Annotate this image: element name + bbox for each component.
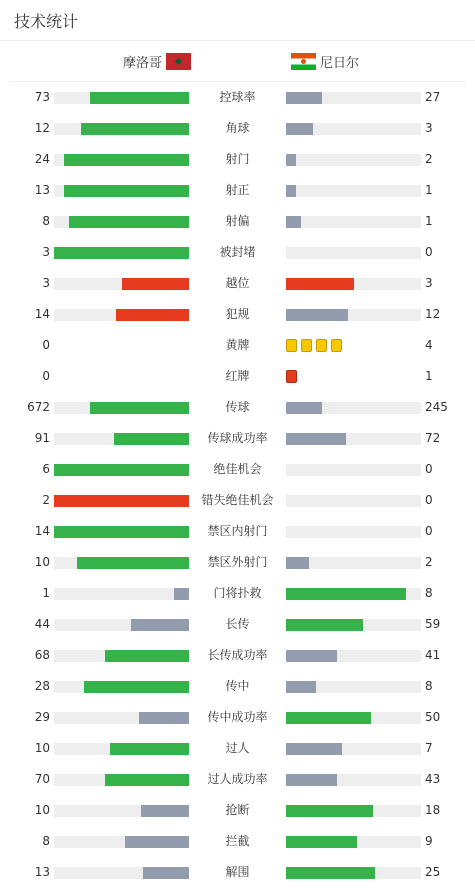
home-stat-value: 1	[42, 586, 50, 600]
home-stat-bar-fill	[125, 836, 189, 848]
section-header	[0, 0, 475, 41]
yellow-card-icon	[316, 339, 327, 352]
yellow-card-icon	[286, 339, 297, 352]
stat-label: 传中成功率	[207, 710, 268, 724]
home-stat-value: 2	[42, 493, 50, 507]
away-stat-bar	[286, 92, 421, 104]
away-stat-value: 7	[425, 741, 433, 755]
away-stat-bar	[286, 495, 421, 507]
stat-row	[0, 268, 475, 299]
stat-label: 角球	[225, 121, 250, 135]
home-stat-bar	[54, 557, 189, 569]
home-stat-value: 68	[34, 648, 50, 662]
away-stat-value: 27	[425, 90, 441, 104]
away-stat-value: 9	[425, 834, 433, 848]
home-stat-bar-fill	[54, 526, 189, 538]
stat-label: 过人成功率	[207, 772, 268, 786]
home-stat-bar	[54, 867, 189, 879]
away-stat-bar-fill	[286, 743, 342, 755]
away-stat-bar	[286, 836, 421, 848]
home-stat-bar	[54, 712, 189, 724]
away-stat-bar	[286, 681, 421, 693]
stat-label: 拦截	[225, 834, 250, 848]
away-stat-bar	[286, 185, 421, 197]
stat-row	[0, 609, 475, 640]
home-stat-value: 24	[34, 152, 50, 166]
away-stat-bar-fill	[286, 216, 301, 228]
away-stat-value: 3	[425, 276, 433, 290]
home-stat-bar-fill	[90, 402, 189, 414]
away-stat-bar-fill	[286, 650, 337, 662]
home-stat-bar	[54, 774, 189, 786]
home-stat-bar-fill	[174, 588, 189, 600]
away-stat-value: 2	[425, 152, 433, 166]
teams-header	[9, 41, 466, 82]
stat-label: 解围	[225, 865, 250, 879]
home-stat-value: 8	[42, 214, 50, 228]
yellow-card-icon	[331, 339, 342, 352]
away-cards	[286, 339, 342, 353]
stat-label: 红牌	[225, 369, 250, 383]
stat-row	[0, 640, 475, 671]
home-stat-bar-fill	[54, 495, 189, 507]
home-stat-value: 0	[42, 369, 50, 383]
away-stat-bar-fill	[286, 867, 375, 879]
away-stat-bar	[286, 309, 421, 321]
away-stat-value: 72	[425, 431, 441, 445]
away-stat-value: 0	[425, 462, 433, 476]
home-team-name: 摩洛哥	[122, 55, 162, 71]
home-stat-bar	[54, 216, 189, 228]
stat-row	[0, 330, 475, 361]
home-stat-bar-fill	[64, 185, 189, 197]
away-stat-value: 25	[425, 865, 441, 879]
home-stat-bar	[54, 650, 189, 662]
stat-row	[0, 485, 475, 516]
away-stat-bar-fill	[286, 402, 322, 414]
home-stat-value: 29	[34, 710, 50, 724]
away-stat-value: 18	[425, 803, 441, 817]
home-stat-bar-fill	[141, 805, 189, 817]
home-stat-bar	[54, 495, 189, 507]
home-stat-bar	[54, 309, 189, 321]
away-stat-bar	[286, 433, 421, 445]
away-stat-bar	[286, 774, 421, 786]
away-stat-bar	[286, 712, 421, 724]
stat-row	[0, 144, 475, 175]
stat-label: 禁区内射门	[207, 524, 268, 538]
away-stat-bar	[286, 464, 421, 476]
home-stat-value: 13	[34, 865, 50, 879]
stat-row	[0, 578, 475, 609]
home-stat-bar	[54, 805, 189, 817]
away-stat-bar	[286, 650, 421, 662]
away-stat-bar-fill	[286, 681, 316, 693]
home-stat-value: 13	[34, 183, 50, 197]
niger-flag-icon	[291, 53, 316, 70]
stat-row	[0, 237, 475, 268]
away-cards	[286, 370, 297, 384]
stat-label: 长传成功率	[207, 648, 268, 662]
home-stat-bar-fill	[105, 774, 189, 786]
away-stat-bar-fill	[286, 154, 296, 166]
home-stat-bar	[54, 464, 189, 476]
home-stat-bar	[54, 123, 189, 135]
away-stat-bar	[286, 216, 421, 228]
away-stat-value: 1	[425, 369, 433, 383]
home-stat-bar	[54, 588, 189, 600]
stat-row	[0, 671, 475, 702]
away-stat-value: 3	[425, 121, 433, 135]
home-stat-bar-fill	[116, 309, 189, 321]
stat-label: 绝佳机会	[213, 462, 262, 476]
home-stat-value: 8	[42, 834, 50, 848]
stats-list	[0, 82, 475, 888]
away-stat-bar	[286, 619, 421, 631]
away-team-name: 尼日尔	[320, 55, 360, 71]
away-stat-bar-fill	[286, 619, 363, 631]
home-stat-bar	[54, 526, 189, 538]
away-stat-value: 43	[425, 772, 441, 786]
away-stat-bar-fill	[286, 185, 296, 197]
home-stat-value: 91	[34, 431, 50, 445]
home-stat-bar-fill	[69, 216, 189, 228]
home-stat-value: 14	[34, 307, 50, 321]
home-stat-bar-fill	[110, 743, 189, 755]
home-stat-bar	[54, 278, 189, 290]
away-stat-bar-fill	[286, 433, 346, 445]
page-title: 技术统计	[14, 11, 79, 31]
stat-row	[0, 454, 475, 485]
away-stat-value: 50	[425, 710, 441, 724]
away-stat-bar-fill	[286, 805, 373, 817]
away-stat-bar	[286, 557, 421, 569]
stat-label: 门将扑救	[213, 586, 262, 600]
stat-label: 抢断	[225, 803, 250, 817]
home-stat-bar	[54, 402, 189, 414]
stat-label: 长传	[225, 617, 250, 631]
home-stat-value: 6	[42, 462, 50, 476]
away-stat-bar	[286, 805, 421, 817]
stat-label: 黄牌	[225, 338, 250, 352]
home-stat-value: 28	[34, 679, 50, 693]
stat-row	[0, 547, 475, 578]
morocco-flag-icon	[166, 53, 191, 70]
home-stat-value: 672	[27, 400, 50, 414]
home-stat-value: 3	[42, 245, 50, 259]
stat-row	[0, 392, 475, 423]
home-stat-bar-fill	[105, 650, 189, 662]
away-stat-value: 8	[425, 586, 433, 600]
home-stat-value: 14	[34, 524, 50, 538]
stat-label: 传球成功率	[207, 431, 268, 445]
stat-label: 射正	[225, 183, 250, 197]
home-stat-bar-fill	[131, 619, 189, 631]
stat-label: 犯规	[225, 307, 250, 321]
away-stat-bar-fill	[286, 836, 357, 848]
stat-row	[0, 857, 475, 888]
home-stat-bar-fill	[139, 712, 189, 724]
home-stat-bar	[54, 154, 189, 166]
home-stat-bar-fill	[54, 247, 189, 259]
away-stat-bar-fill	[286, 588, 406, 600]
away-stat-value: 2	[425, 555, 433, 569]
home-stat-bar-fill	[143, 867, 189, 879]
away-stat-value: 12	[425, 307, 441, 321]
away-stat-value: 0	[425, 524, 433, 538]
away-stat-value: 8	[425, 679, 433, 693]
stat-row	[0, 764, 475, 795]
stat-row	[0, 206, 475, 237]
away-stat-value: 1	[425, 214, 433, 228]
stat-label: 越位	[225, 276, 250, 290]
away-stat-bar-fill	[286, 123, 313, 135]
away-stat-bar	[286, 123, 421, 135]
stat-row	[0, 423, 475, 454]
home-stat-bar-fill	[54, 464, 189, 476]
home-stat-bar-fill	[64, 154, 189, 166]
stat-label: 传中	[225, 679, 250, 693]
home-stat-bar	[54, 681, 189, 693]
stat-row	[0, 795, 475, 826]
yellow-card-icon	[301, 339, 312, 352]
home-stat-value: 3	[42, 276, 50, 290]
away-stat-bar-fill	[286, 774, 337, 786]
away-stat-bar-fill	[286, 557, 309, 569]
home-stat-bar	[54, 185, 189, 197]
away-stat-value: 0	[425, 493, 433, 507]
home-stat-value: 73	[34, 90, 50, 104]
stat-label: 错失绝佳机会	[201, 493, 274, 507]
stat-label: 射门	[225, 152, 250, 166]
away-stat-bar	[286, 154, 421, 166]
home-stat-bar-fill	[77, 557, 189, 569]
home-team	[123, 41, 191, 81]
away-stat-value: 41	[425, 648, 441, 662]
away-stat-value: 4	[425, 338, 433, 352]
home-stat-value: 0	[42, 338, 50, 352]
stat-row	[0, 702, 475, 733]
home-stat-bar	[54, 92, 189, 104]
home-stat-bar	[54, 836, 189, 848]
stat-label: 射偏	[225, 214, 250, 228]
away-stat-bar	[286, 402, 421, 414]
away-stat-value: 0	[425, 245, 433, 259]
stat-row	[0, 826, 475, 857]
home-stat-value: 70	[34, 772, 50, 786]
away-stat-bar-fill	[286, 309, 348, 321]
red-card-icon	[286, 370, 297, 383]
home-stat-value: 10	[34, 803, 50, 817]
stat-label: 禁区外射门	[207, 555, 268, 569]
home-stat-bar	[54, 619, 189, 631]
away-stat-value: 1	[425, 183, 433, 197]
home-stat-bar-fill	[81, 123, 189, 135]
away-stat-bar	[286, 526, 421, 538]
home-stat-bar	[54, 743, 189, 755]
home-stat-bar-fill	[122, 278, 190, 290]
home-stat-bar	[54, 433, 189, 445]
stat-row	[0, 175, 475, 206]
away-stat-bar	[286, 247, 421, 259]
home-stat-value: 10	[34, 555, 50, 569]
stat-row	[0, 516, 475, 547]
home-stat-value: 12	[34, 121, 50, 135]
stat-row	[0, 113, 475, 144]
away-stat-bar	[286, 743, 421, 755]
home-stat-bar	[54, 247, 189, 259]
home-stat-bar-fill	[90, 92, 189, 104]
stat-row	[0, 361, 475, 392]
away-stat-bar-fill	[286, 92, 322, 104]
home-stat-bar-fill	[114, 433, 189, 445]
away-stat-bar-fill	[286, 278, 354, 290]
away-team	[291, 41, 359, 81]
home-stat-value: 10	[34, 741, 50, 755]
away-stat-bar-fill	[286, 712, 371, 724]
away-stat-value: 59	[425, 617, 441, 631]
stat-row	[0, 82, 475, 113]
away-stat-bar	[286, 867, 421, 879]
stat-row	[0, 299, 475, 330]
stat-label: 控球率	[219, 90, 256, 104]
stat-label: 被封堵	[219, 245, 256, 259]
away-stat-value: 245	[425, 400, 448, 414]
home-stat-value: 44	[34, 617, 50, 631]
stat-label: 过人	[225, 741, 250, 755]
away-stat-bar	[286, 278, 421, 290]
stat-label: 传球	[225, 400, 250, 414]
home-stat-bar-fill	[84, 681, 189, 693]
away-stat-bar	[286, 588, 421, 600]
stat-row	[0, 733, 475, 764]
